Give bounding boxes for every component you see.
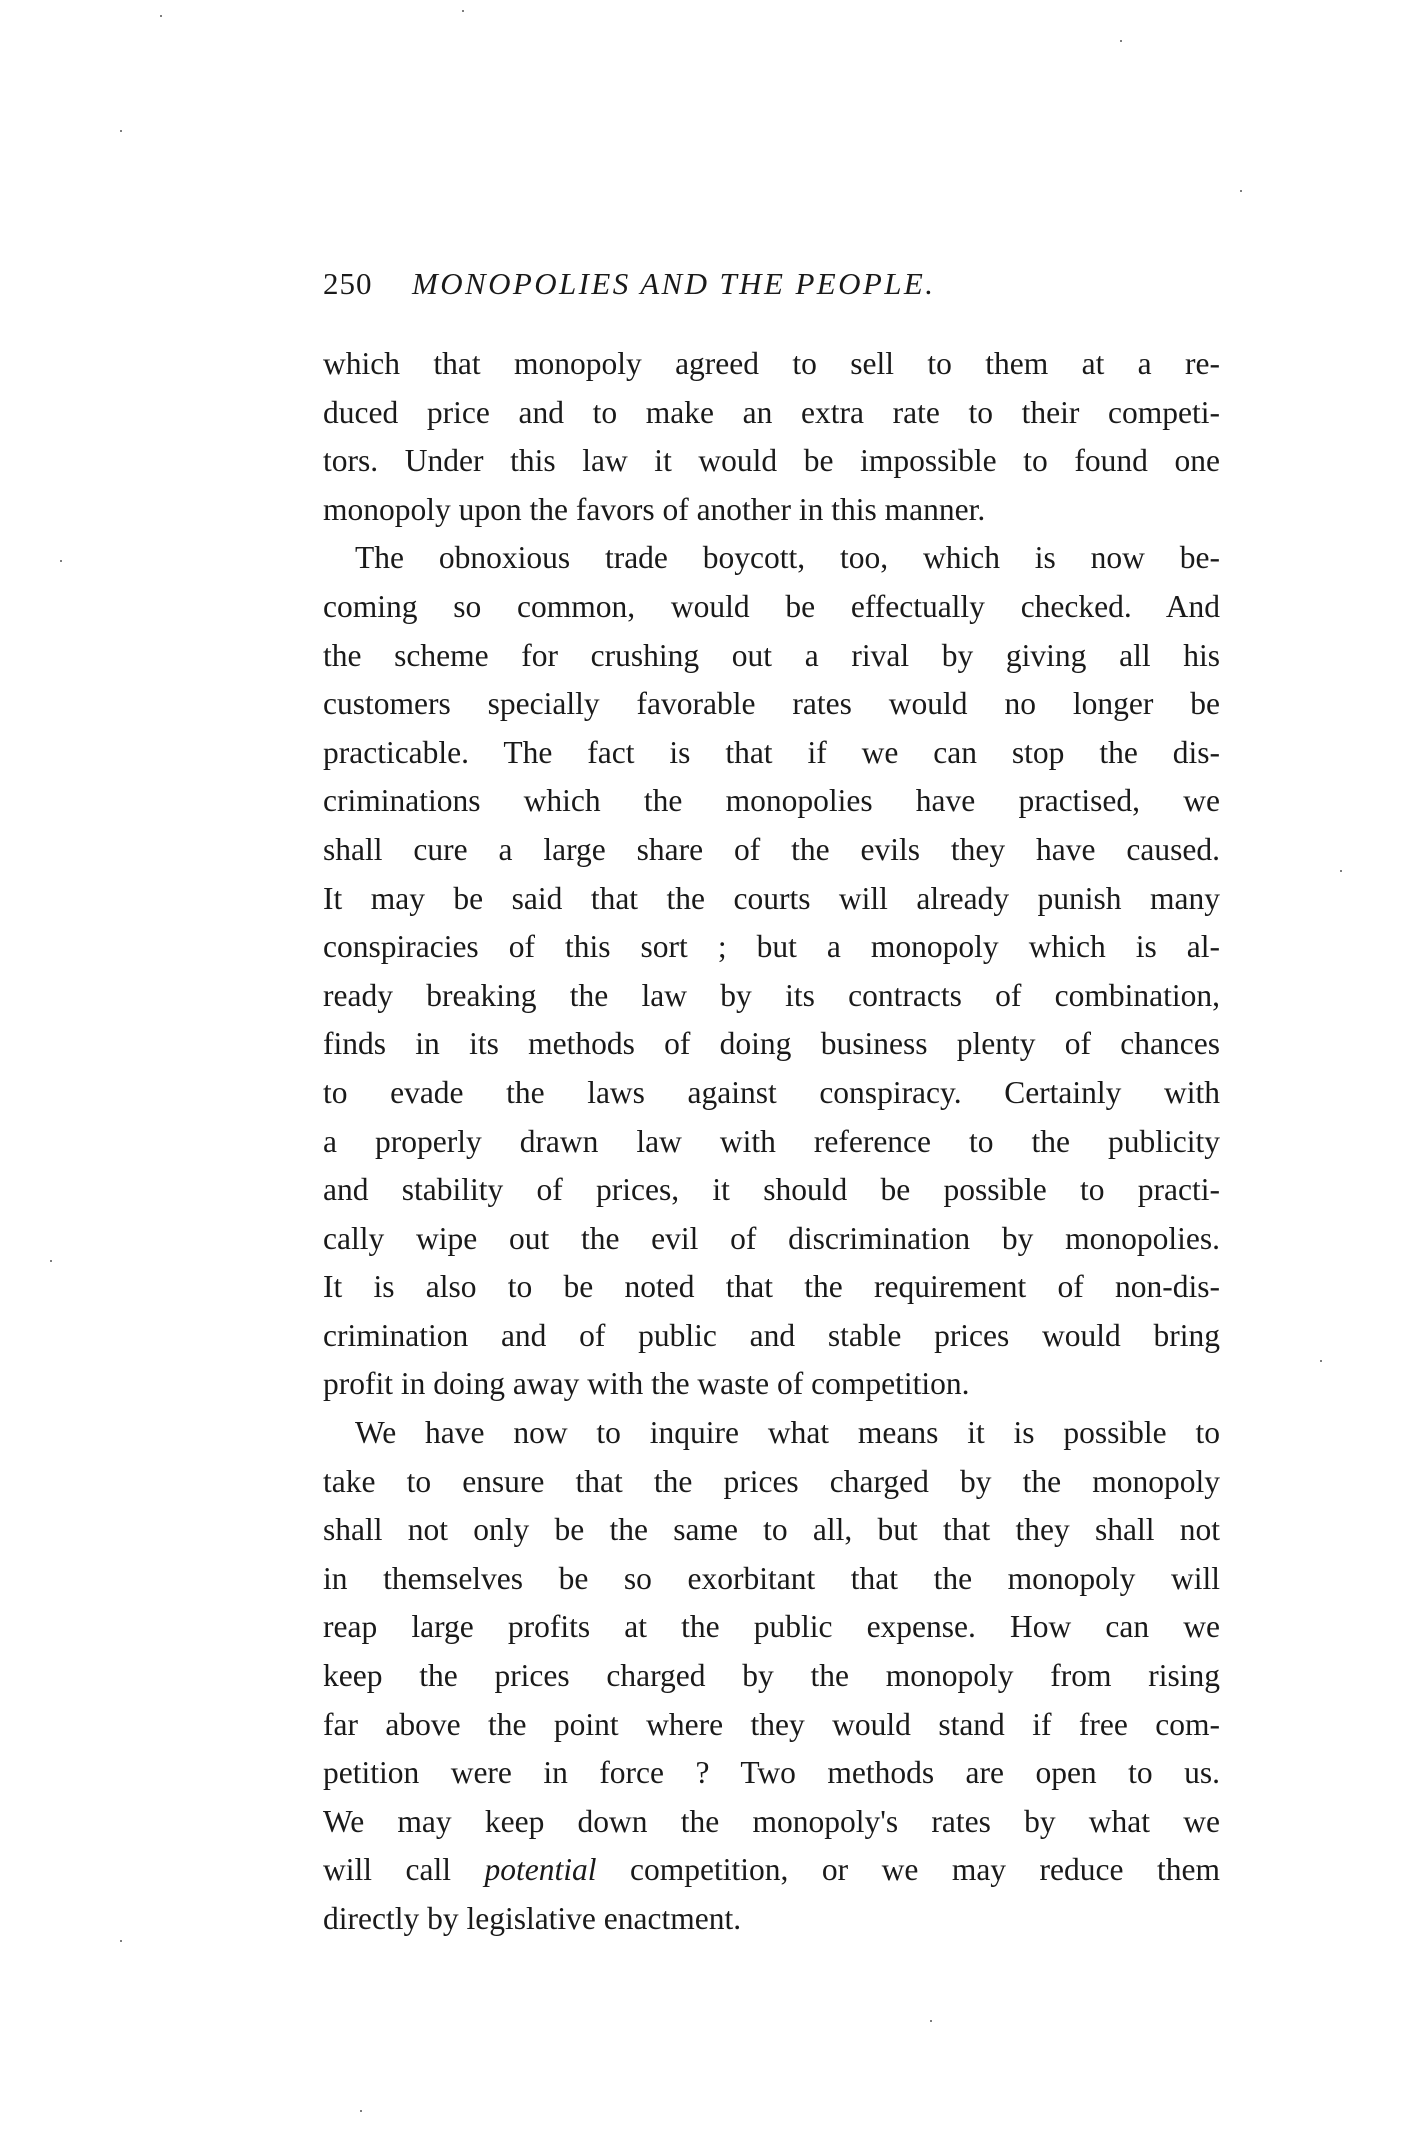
text-line [323,1458,1220,1507]
text-line [323,1166,1220,1215]
text-segment: We have now to inquire what means it is possible to [355,1415,1220,1451]
page-number: 250 [323,266,373,301]
text-line [323,1215,1220,1264]
text-segment: competition, or we may reduce them [596,1852,1220,1888]
text-line [323,1652,1220,1701]
text-line [323,1846,1220,1895]
text-line [323,1895,1220,1944]
text-segment: conspiracies of this sort ; but a monopoly which is al- [323,929,1220,965]
text-segment: keep the prices charged by the monopoly from rising [323,1658,1220,1694]
scan-speck [160,15,162,17]
body-text [323,340,1220,1944]
italic-term: potential [484,1852,597,1888]
text-segment: criminations which the monopolies have practised, we [323,783,1220,819]
text-segment: profit in doing away with the waste of competition. [323,1366,970,1402]
text-segment: and stability of prices, it should be possible to practi- [323,1172,1220,1208]
text-segment: in themselves be so exorbitant that the monopoly will [323,1560,1220,1596]
text-segment: to evade the laws against conspiracy. Certainly with [323,1074,1220,1110]
text-segment: practicable. The fact is that if we can stop the dis- [323,734,1220,770]
scan-speck [60,560,62,562]
text-segment: coming so common, would be effectually checked. And [323,588,1220,624]
text-segment: customers specially favorable rates would no longer be [323,686,1220,722]
scan-speck [1340,870,1342,872]
text-line [323,1020,1220,1069]
text-line [323,777,1220,826]
text-line [323,583,1220,632]
text-segment: tors. Under this law it would be impossible to found one [323,443,1220,479]
text-segment: shall cure a large share of the evils they have caused. [323,831,1220,867]
scan-speck [120,130,122,132]
text-line [323,1312,1220,1361]
text-line [323,632,1220,681]
scan-speck [1240,190,1242,192]
scan-speck [1320,1360,1322,1362]
text-segment: reap large profits at the public expense. How can we [323,1609,1220,1645]
text-line [323,1118,1220,1167]
text-segment: which that monopoly agreed to sell to them at a re- [323,346,1220,381]
running-head [323,262,1223,306]
text-segment: finds in its methods of doing business plenty of chances [323,1026,1220,1062]
text-line [323,680,1220,729]
text-segment: It may be said that the courts will already punish many [323,880,1220,916]
text-segment: It is also to be noted that the requirement of non-dis- [323,1269,1220,1305]
text-segment: take to ensure that the prices charged by the monopoly [323,1463,1220,1499]
text-segment: petition were in force ? Two methods are open to us. [323,1755,1220,1791]
scan-speck [1120,40,1122,42]
text-segment: We may keep down the monopoly's rates by what we [323,1803,1220,1839]
text-segment: ready breaking the law by its contracts of combination, [323,977,1220,1013]
text-segment: The obnoxious trade boycott, too, which is now be- [355,540,1220,576]
text-segment: cally wipe out the evil of discrimination by monopolies. [323,1220,1220,1256]
text-segment: the scheme for crushing out a rival by giving all his [323,637,1220,673]
text-segment: shall not only be the same to all, but that they shall not [323,1512,1220,1548]
text-line [323,1749,1220,1798]
text-segment: far above the point where they would stand if free com- [323,1706,1220,1742]
text-segment: will call [323,1852,485,1888]
text-segment: monopoly upon the favors of another in this manner. [323,491,986,527]
scan-speck [930,2020,932,2022]
running-title: MONOPOLIES AND THE PEOPLE. [412,266,936,301]
text-line [323,1506,1220,1555]
text-segment: a properly drawn law with reference to the publicity [323,1123,1220,1159]
text-segment: directly by legislative enactment. [323,1901,742,1936]
text-line [323,826,1220,875]
text-line [323,923,1220,972]
scan-speck [50,1260,52,1262]
text-line [323,972,1220,1021]
text-line [323,1701,1220,1750]
text-line [323,1603,1220,1652]
text-line [323,340,1220,389]
text-line [323,1069,1220,1118]
text-line [323,729,1220,778]
scan-speck [462,10,464,12]
text-line [323,1360,1220,1409]
text-line [323,486,1220,535]
text-line [323,1409,1220,1458]
text-line [323,437,1220,486]
text-line [323,1555,1220,1604]
text-line [323,389,1220,438]
text-line [323,1798,1220,1847]
text-segment: crimination and of public and stable prices would bring [323,1317,1220,1353]
scan-speck [360,2110,362,2112]
scan-speck [120,1940,122,1942]
text-segment: duced price and to make an extra rate to their competi- [323,394,1220,430]
text-line [323,1263,1220,1312]
text-line [323,875,1220,924]
text-line [323,534,1220,583]
